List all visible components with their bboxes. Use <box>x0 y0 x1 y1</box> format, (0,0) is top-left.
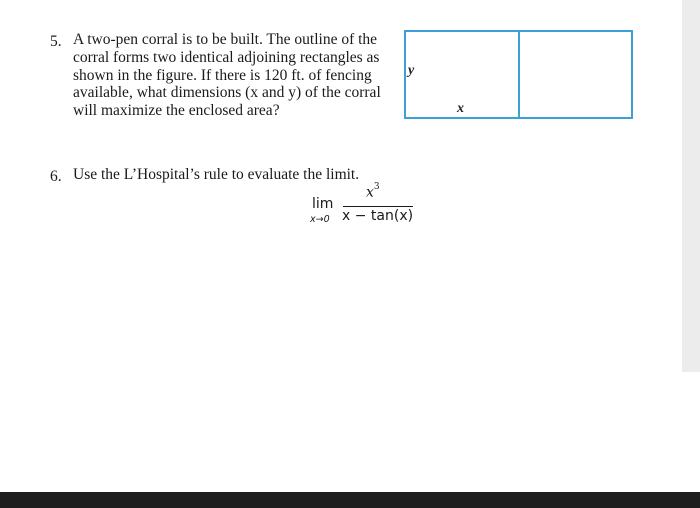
limit-numerator <box>366 184 380 201</box>
problem-5-line: corral forms two identical adjoining rectangles as <box>73 48 380 66</box>
bottom-bar <box>0 492 700 508</box>
limit-denominator: x − tan(x) <box>342 208 414 224</box>
limit-expression <box>308 182 418 232</box>
figure-label-x: x <box>457 101 464 116</box>
problem-5-line: will maximize the enclosed area? <box>73 102 280 120</box>
fraction-bar <box>343 206 413 207</box>
numerator-variable: x <box>366 184 374 201</box>
problem-5-line: available, what dimensions (x and y) of the corral <box>73 84 381 102</box>
limit-subscript: x→0 <box>310 214 330 225</box>
numerator-exponent: 3 <box>373 182 380 192</box>
problem-5-line: A two-pen corral is to be built. The outline of the <box>73 31 378 48</box>
figure-label-y: y <box>408 63 415 78</box>
problem-5-number: 5. <box>50 33 62 50</box>
corral-figure <box>404 30 635 119</box>
problem-6-number: 6. <box>50 168 62 185</box>
problem-6-line: Use the L’Hospital’s rule to evaluate the limit. <box>73 166 360 183</box>
problem-6-text <box>73 166 359 184</box>
problem-5-line: shown in the figure. If there is 120 ft. of fencing <box>73 66 372 84</box>
problem-5-text <box>73 31 381 120</box>
page-gutter <box>682 0 700 372</box>
corral-pen-right <box>518 30 633 119</box>
limit-operator: lim <box>312 196 334 212</box>
